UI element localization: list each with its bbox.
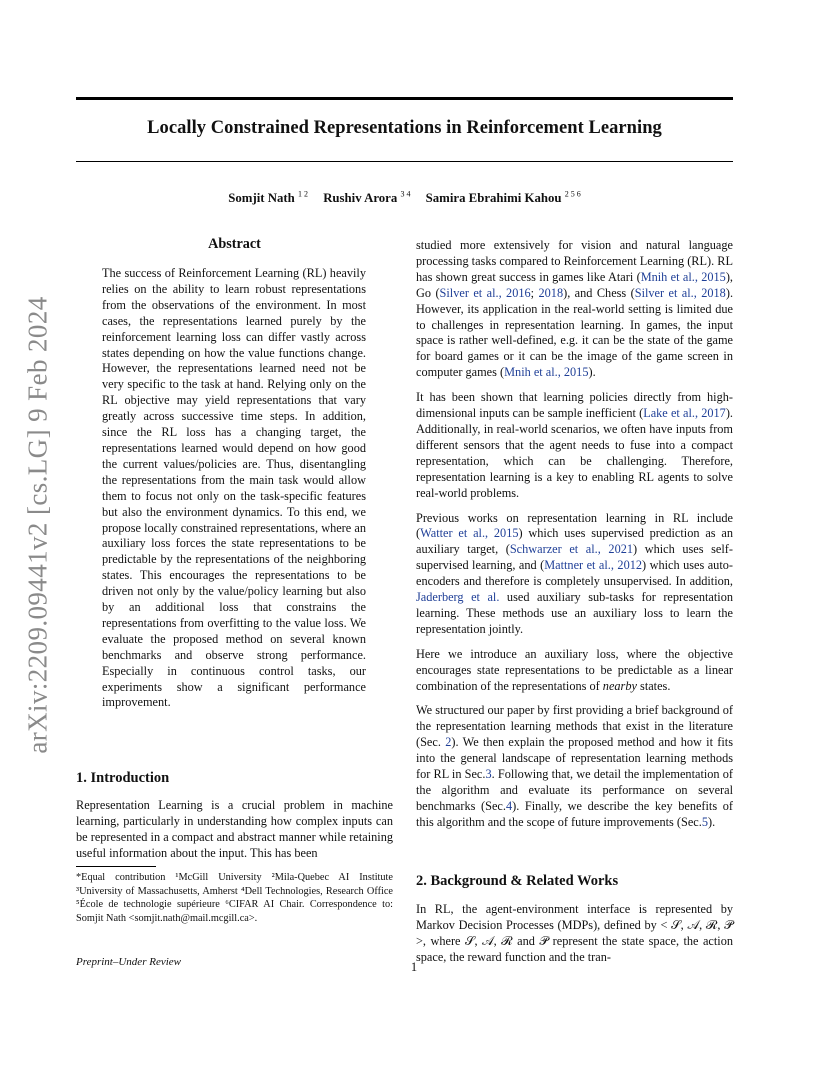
section-2-heading: 2. Background & Related Works [416, 873, 619, 889]
paper-title: Locally Constrained Representations in Reinforcement Learning [147, 118, 662, 138]
citation-link[interactable]: Jaderberg et al. [416, 590, 500, 605]
author-affiliation: 2 5 6 [564, 190, 581, 199]
citation-link[interactable]: Schwarzer et al., 2021 [509, 542, 634, 557]
author [323, 191, 410, 205]
citation-link[interactable]: Mattner et al., 2012 [544, 558, 643, 573]
footnote-rule [76, 866, 156, 867]
author [228, 191, 308, 205]
arxiv-stamp-text: arXiv:2209.09441v2 [cs.LG] 9 Feb 2024 [22, 296, 53, 754]
citation-link[interactable]: Silver et al., 2016 [439, 285, 531, 300]
author-name: Samira Ebrahimi Kahou [425, 191, 562, 206]
paragraph: studied more extensively for vision and natural language processing tasks compared to Reinforcement Learning (RL). RL has shown great success in games like Atari (Mnih et al., 2015), Go (Silver et al., 2016; 2018), and Chess (Silver et al., 2018). However, its application in the real-world setting is limited due to challenges in representation learning. In games, the input space is rather well-defined, e.g. it can be the state of the game for board games or it can be the image of the game screen in computer games (Mnih et al., 2015). [416, 238, 734, 380]
author-list [76, 190, 733, 206]
citation-link[interactable]: Watter et al., 2015 [420, 526, 519, 541]
title-rule-top [76, 97, 733, 100]
section-1-text: Representation Learning is a crucial problem in machine learning, particularly in understanding how complex inputs can be represented in a compact and abstract manner while retaining useful information about the input. This has been [76, 798, 393, 860]
author-name: Somjit Nath [228, 191, 295, 206]
author [426, 191, 581, 205]
preprint-note: Preprint–Under Review [76, 956, 181, 968]
citation-link[interactable]: Mnih et al., 2015 [504, 365, 589, 380]
section-link[interactable]: 3 [485, 767, 492, 782]
author-affiliation: 3 4 [400, 190, 411, 199]
section-link[interactable]: 4 [505, 798, 513, 813]
citation-link[interactable]: Mnih et al., 2015 [640, 269, 726, 284]
paragraph: Here we introduce an auxiliary loss, where the objective encourages state representations to be predictable as a linear combination of the representations of nearby states. [416, 646, 733, 693]
page-number: 1 [410, 960, 418, 974]
footnote: *Equal contribution ¹McGill University ²Mila-Quebec AI Institute ³University of Massachusetts, Amherst ⁴Dell Technologies, Research Office ⁵École de technologie supérieure ⁶CIFAR AI Chair. Correspondence to: Somjit Nath <somjit.nath@mail.mcgill.ca>. [76, 872, 393, 924]
title-rule-bottom [76, 161, 733, 162]
citation-link[interactable]: Silver et al., 2018 [634, 285, 726, 300]
section-link[interactable]: 5 [701, 814, 708, 829]
section-link[interactable]: 2 [445, 735, 452, 750]
author-name: Rushiv Arora [323, 191, 398, 206]
citation-link[interactable]: Lake et al., 2017 [643, 406, 726, 421]
right-column [416, 238, 733, 840]
paragraph: We structured our paper by first providing a brief background of the representation learning methods that exist in the literature (Sec. 2). We then explain the proposed method and how it fits into the general landscape of representation learning methods for RL in Sec.3. Following that, we detail the implementation of the algorithm and evaluate its performance on several benchmarks (Sec.4). Finally, we describe the key benefits of this algorithm and the scope of future improvements (Sec.5). [416, 703, 733, 829]
paragraph: It has been shown that learning policies directly from high-dimensional inputs can be sample inefficient (Lake et al., 2017). Additionally, in real-world scenarios, we often have inputs from different sensors that the agent needs to fuse into a compact representation, which can be challenging. Therefore, representation learning is a key to enabling RL agents to solve real-world problems. [416, 390, 733, 500]
arxiv-stamp [13, 295, 63, 755]
abstract-heading: Abstract [208, 236, 261, 252]
author-affiliation: 1 2 [297, 190, 308, 199]
section-1-heading: 1. Introduction [76, 770, 170, 786]
section-2-text: In RL, the agent-environment interface is represented by Markov Decision Processes (MDPs), defined by < 𝒮, 𝒜, ℛ, 𝒫 >, where 𝒮, 𝒜, ℛ and 𝒫 represent the state space, the action space, the reward function and the tran- [416, 902, 733, 964]
citation-link[interactable]: 2018 [538, 285, 564, 300]
abstract-text: The success of Reinforcement Learning (RL) heavily relies on the ability to learn robust representations from the observations of the environment. In most cases, the representations learned purely by the reinforcement learning loss can differ vastly across states depending on how the value functions change. However, the representations learned need not be very specific to the task at hand. Relying only on the RL objective may yield representations that vary greatly across successive time steps. In addition, since the RL loss has a changing target, the representations learned would depend on how good the current values/policies are. Thus, disentangling the representations from the main task would allow them to focus not only on the task-specific features but also the environment dynamics. To this end, we propose locally constrained representations, where an auxiliary loss forces the state representations to be predictable by the representations of the neighboring states. This encourages the representations to be driven not only by the value/policy learning but also by an additional loss that constrains the representations from overfitting to the value loss. We evaluate the proposed method on several known benchmarks and observe strong performance. Especially in continuous control tasks, our experiments show a significant performance improvement. [102, 266, 366, 710]
paragraph: Previous works on representation learning in RL include (Watter et al., 2015) which uses supervised prediction as an auxiliary target, (Schwarzer et al., 2021) which uses self-supervised learning, and (Mattner et al., 2012) which uses auto-encoders and therefore is completely unsupervised. In addition, Jaderberg et al. used auxiliary sub-tasks for representation learning. These methods use an auxiliary loss to learn the representation jointly. [416, 510, 733, 636]
